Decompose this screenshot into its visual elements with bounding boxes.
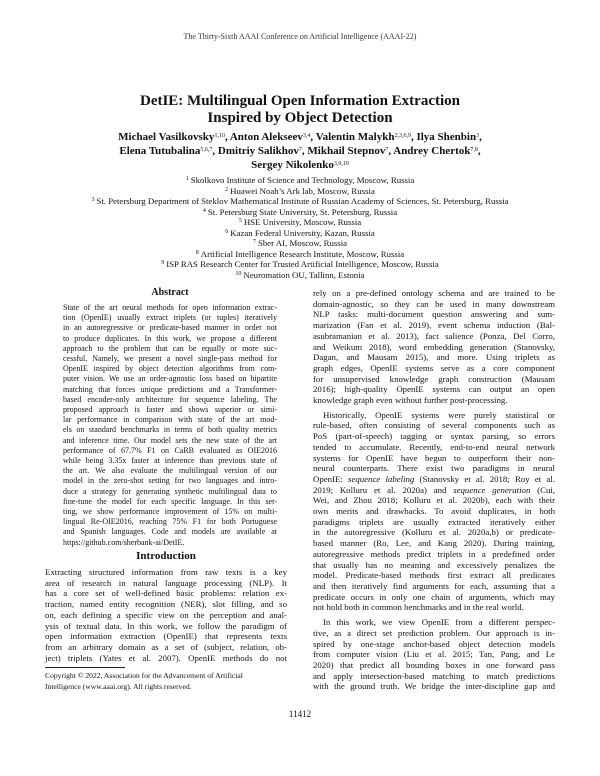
text-line: els on standard benchmarks in terms of both quality metrics: [63, 425, 277, 435]
text-line: matching that forces unique predictions and a Transformer-: [63, 384, 277, 394]
paragraph: [45, 567, 287, 663]
separator: ,: [388, 145, 394, 157]
text-line: based encoder-only architecture for sequence labeling. The: [63, 394, 277, 404]
text-line: rely on a pre-defined ontology schema and are trained to be: [313, 288, 555, 298]
affiliation-text: Huawei Noah’s Ark lab, Moscow, Russia: [230, 185, 375, 196]
text-line: knowledge graph even without further post-processing.: [313, 395, 508, 406]
affiliation-text: Sber AI, Moscow, Russia: [257, 238, 348, 249]
emphasized-term: sequence labeling: [348, 473, 415, 484]
footnote-line: Intelligence (www.aaai.org). All rights reserved.: [45, 681, 192, 691]
footnote-line: Copyright © 2022, Association for the Advancement of Artificial: [45, 671, 243, 680]
text-line: while being 3.35x faster at inference than previous state of: [63, 456, 277, 466]
text-line: Extracting structured information from raw texts is a key: [45, 567, 287, 577]
separator: ,: [301, 145, 308, 157]
abstract-heading: Abstract: [151, 287, 189, 298]
text-line: neural counterparts. There exist two paradigms in neural: [313, 463, 555, 474]
text-line: ysis of textual data. In this work, we follow the paradigm of: [45, 620, 287, 631]
text-line: from an arbitrary domain as a set of (subject, relation, ob-: [45, 641, 287, 652]
text-line: open information extraction (OpenIE) that represents texts: [45, 631, 287, 642]
author-list: [0, 130, 600, 172]
text-line: tive, as a direct set prediction problem. Our approach is in-: [313, 627, 555, 638]
text-line: and then iteratively find arguments for each, assuming that a: [313, 580, 555, 591]
text-line: and Spanish languages. Code and models are available at: [63, 527, 277, 537]
author-affiliation-marker: 3,9,10: [333, 161, 349, 167]
title-line: Inspired by Object Detection: [207, 110, 393, 126]
paragraph: [313, 410, 555, 613]
author-line: [0, 158, 600, 172]
text-line: predicate occurs in only one chain of arguments, which may: [313, 591, 555, 602]
text-line: not hold both in common benchmarks and in the real world.: [313, 602, 524, 613]
text-line: tion (OpenIE) usually extract triplets (or tuples) iteratively: [63, 313, 277, 323]
text-line: proposed approach is faster and shows superior or simi-: [63, 405, 277, 415]
text-line: spired by one-stage anchor-based object detection models: [313, 638, 555, 649]
affiliation-marker: 9: [161, 260, 165, 267]
paragraph: [313, 288, 555, 406]
affiliation-marker: 8: [195, 249, 199, 256]
text-line: Wei, and Zhou 2018; Kolluru et al. 2020b), each with their: [313, 495, 555, 506]
text-line: fine-tune the model for each specific language. In this set-: [63, 496, 277, 506]
text-line: 2019; Kolluru et al. 2020a) and sequence generation (Cui,: [313, 484, 555, 495]
text-line: graph edges, OpenIE systems serve as a core component: [313, 362, 555, 373]
text-line: cessful. Namely, we present a novel single-pass method for: [63, 354, 277, 364]
affiliation: [0, 196, 600, 207]
author-affiliation-marker: 2,3,6,9: [394, 133, 411, 139]
text-line: that usually has no meaning and excessively penalizes the: [313, 559, 555, 570]
affiliation: [0, 238, 600, 249]
affiliation: [0, 217, 600, 228]
author-line: [0, 144, 600, 158]
text-line: in an autoregressive or predicate-based manner in order not: [63, 323, 277, 333]
text-line: model. Predicate-based methods first extract all predicates: [313, 570, 555, 581]
affiliation-text: Artificial Intelligence Research Institute, Moscow, Russia: [200, 248, 405, 259]
affiliation-text: St. Petersburg State University, St. Petersburg, Russia: [207, 206, 398, 217]
introduction-heading: Introduction: [136, 550, 196, 562]
text-line: ject) triplets (Yates et al. 2007). OpenIE methods do not: [45, 652, 287, 663]
affiliation-text: Neuromation OU, Tallinn, Estonia: [243, 269, 365, 280]
author-affiliation-marker: 5,6,7: [200, 147, 213, 153]
text-line: OpenIE inspired by object detection algorithms from com-: [63, 364, 277, 374]
text-line: https://github.com/sherbank-ai/DetIE.: [63, 537, 185, 547]
text-line: systems for OpenIE have begun to outperform their non-: [313, 452, 555, 463]
text-line: ting, we show performance improvement of 15% on multi-: [63, 507, 277, 517]
affiliation-marker: 2: [225, 186, 229, 193]
separator: ,: [224, 131, 230, 143]
affiliation-text: Skolkovo Institute of Science and Technology, Moscow, Russia: [190, 175, 415, 185]
text-line: traction, named entity recognition (NER), slot filling, and so: [45, 599, 287, 610]
text-line: autoregressive methods predict triplets in a predefined order: [313, 548, 555, 559]
text-line: and apply intersection-based matching to match predictions: [313, 670, 555, 681]
text-line: performance of 67.7% F1 on CaRB evaluated as OIE2016: [63, 445, 277, 455]
title-line: DetIE: Multilingual Open Information Extraction: [139, 93, 460, 109]
paragraph: [313, 617, 555, 692]
author-affiliation-marker: 7: [385, 147, 389, 153]
text-line: lar performance in comparison with state of the art mod-: [63, 415, 277, 425]
affiliation: [0, 207, 600, 218]
affiliation-list: [0, 175, 600, 280]
text-line: model in the zero-shot setting for two languages and intro-: [63, 476, 277, 486]
text-line: rule-based, often consisting of several components such as: [313, 420, 555, 431]
affiliation: [0, 175, 600, 186]
text-line: has a core set of well-defined basic problems: relation ex-: [45, 588, 287, 599]
text-line: lingual Re-OIE2016, reaching 75% F1 for both Portuguese: [63, 517, 277, 527]
text-line: Dagan, and Mausam 2015), and more. Using triplets as: [313, 352, 555, 363]
author-name: Dmitriy Salikhov: [217, 145, 299, 157]
text-line: PoS (part-of-speech) tagging or syntax parsing, so errors: [313, 431, 555, 442]
affiliation-text: HSE University, Moscow, Russia: [243, 217, 362, 228]
text-line: with the ground truth. We bridge the inter-discipline gap and: [313, 681, 555, 692]
text-line: marization (Fan et al. 2019), event schema induction (Bal-: [313, 320, 555, 331]
separator: ,: [410, 131, 417, 143]
text-line: own merits and drawbacks. To avoid duplicates, in both: [313, 506, 555, 517]
affiliation: [0, 186, 600, 197]
affiliation: [0, 249, 600, 260]
text-line: in the autoregressive (Kolluru et al. 2020a,b) or predicate-: [313, 527, 555, 538]
author-name: Mikhail Stepnov: [307, 145, 386, 157]
affiliation-text: St. Petersburg Department of Steklov Mathematical Institute of Russian Academy of Sciences, St. Petersburg, Russia: [96, 196, 509, 207]
author-name: Ilya Shenbin: [416, 131, 477, 143]
text-line: based manner (Ro, Lee, and Kang 2020). During training,: [313, 538, 555, 549]
text-line: State of the art neural methods for open information extrac-: [63, 303, 277, 312]
text-line: tended to accumulate. Recently, end-to-end neural network: [313, 441, 555, 452]
text-line: paradigms triplets are usually extracted iteratively either: [313, 516, 555, 527]
separator: ,: [310, 131, 316, 143]
author-affiliation-marker: 7: [298, 147, 302, 153]
affiliation-marker: 1: [185, 176, 189, 182]
text-line: duce a strategy for generating synthetic multilingual data to: [63, 486, 277, 496]
separator: ,: [477, 145, 481, 157]
author-name: Anton Alekseev: [229, 131, 303, 143]
text-line: asubramanian et al. 2013), fact salience (Ponza, Del Corro,: [313, 330, 555, 341]
abstract-body: [63, 303, 277, 552]
text-line: 2016); high-quality OpenIE systems can output an open: [313, 384, 555, 395]
affiliation: [0, 259, 600, 270]
author-affiliation-marker: 1,10: [214, 133, 225, 139]
text-line: OpenIE: sequence labeling (Stanovsky et al. 2018; Roy et al.: [313, 473, 555, 484]
copyright-footnote: [45, 671, 287, 692]
paper-title: [0, 93, 600, 127]
text-line: puter vision. We use an order-agnostic loss based on bipartite: [63, 374, 277, 384]
affiliation-marker: 4: [202, 207, 206, 214]
text-line: Historically, OpenIE systems were purely statistical or: [323, 409, 555, 420]
author-name: Sergey Nikolenko: [251, 159, 334, 171]
introduction-body: [45, 567, 287, 667]
affiliation-text: ISP RAS Research Center for Trusted Artificial Intelligence, Moscow, Russia: [166, 259, 439, 270]
conference-header: The Thirty-Sixth AAAI Conference on Artificial Intelligence (AAAI-22): [183, 32, 417, 41]
text-line: approach to the problem that can be equally or more suc-: [63, 343, 277, 353]
affiliation-marker: 7: [252, 239, 256, 246]
text-line: area of research in natural language processing (NLP). It: [45, 577, 287, 588]
text-line: and Weikum 2018), word embedding generation (Stanovsky,: [313, 341, 555, 352]
text-line: to produce duplicates. In this work, we propose a different: [63, 333, 277, 343]
affiliation-text: Kazan Federal University, Kazan, Russia: [230, 227, 375, 238]
author-affiliation-marker: 7,8: [470, 147, 478, 153]
author-name: Elena Tutubalina: [119, 145, 201, 157]
affiliation: [0, 228, 600, 239]
text-line: on, each defining a specific view on the perception and anal-: [45, 609, 287, 620]
affiliation-marker: 6: [225, 228, 229, 235]
author-name: Michael Vasilkovsky: [118, 131, 215, 143]
author-name: Andrey Chertok: [393, 145, 471, 157]
right-column-body: [313, 288, 555, 696]
affiliation: [0, 270, 600, 281]
text-line: for unsupervised knowledge graph construction (Mausam: [313, 373, 555, 384]
text-line: In this work, we view OpenIE from a different perspec-: [323, 617, 555, 628]
author-name: Valentin Malykh: [315, 131, 395, 143]
paragraph: [63, 303, 277, 548]
author-affiliation-marker: 3,4: [302, 133, 311, 139]
text-line: NLP tasks: multi-document question answering and sum-: [313, 309, 555, 320]
text-line: domain-agnostic, so they can be used in many downstream: [313, 298, 555, 309]
text-line: the art. We also evaluate the multilingual version of our: [63, 466, 277, 476]
separator: ,: [479, 131, 482, 143]
affiliation-marker: 3: [91, 197, 95, 204]
footnote-rule: [45, 667, 125, 668]
author-line: [0, 130, 600, 144]
text-line: from computer vision (Liu et al. 2015; Tan, Pang, and Le: [313, 649, 555, 660]
affiliation-marker: 10: [235, 270, 242, 277]
separator: ,: [212, 145, 218, 157]
page-number: 11412: [288, 709, 312, 719]
text-line: and inference time. Our model sets the new state of the art: [63, 435, 277, 445]
text-line: 2020) that predict all bounding boxes in one forward pass: [313, 659, 555, 670]
author-affiliation-marker: 3: [476, 133, 480, 139]
emphasized-term: sequence generation: [453, 484, 531, 495]
affiliation-marker: 5: [238, 218, 242, 225]
